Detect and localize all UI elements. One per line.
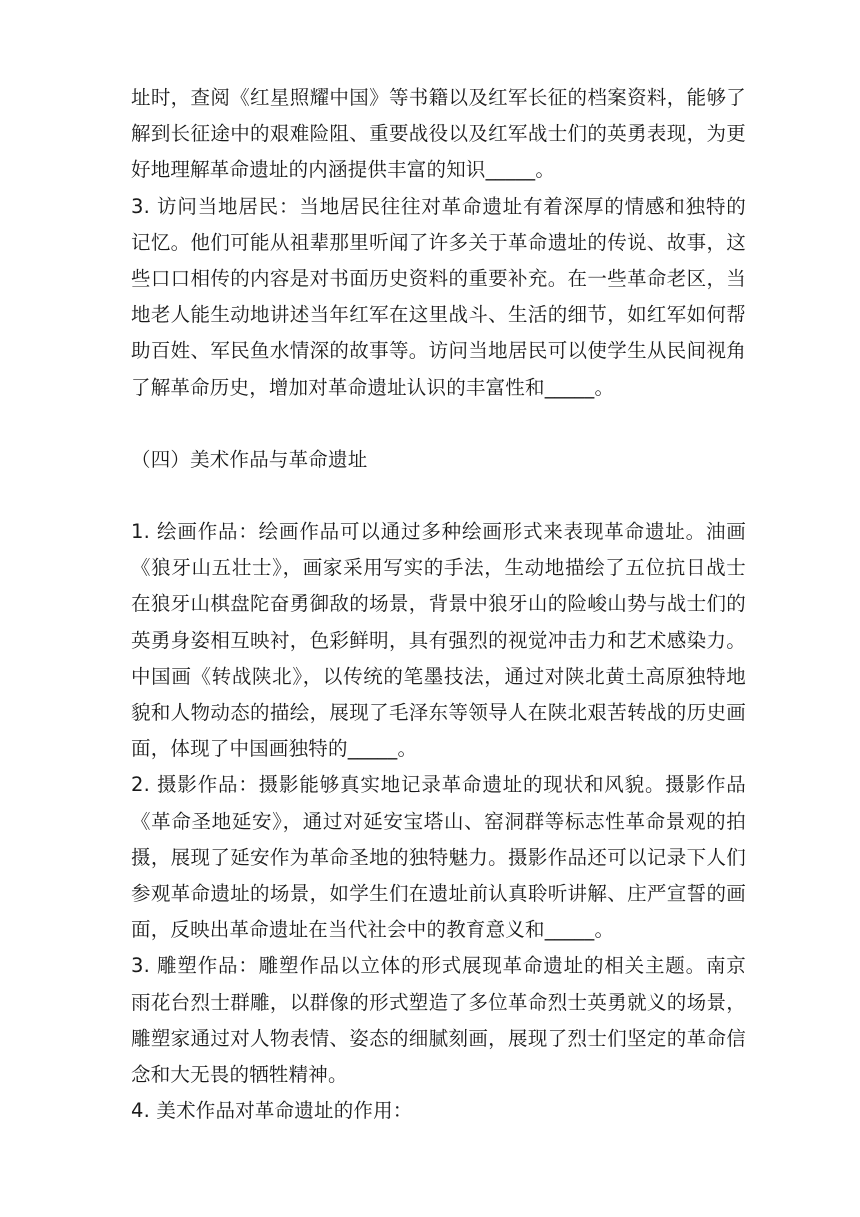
- paragraph-art-role: 4. 美术作品对革命遗址的作用：: [131, 1099, 413, 1123]
- paragraph-photography-works: 2. 摄影作品：摄影能够真实地记录革命遗址的现状和风貌。摄影作品《革命圣地延安》，通过对延安宝塔山、窑洞群等标志性革命景观的拍摄，展现了延安作为革命圣地的独特魅力。摄影作品还可以记录下人们参观革命遗址的场景，如学生们在遗址前认真聆听讲解、庄严宣誓的画面，反映出革命遗址在当代社会中的教育意义和_____。: [131, 773, 746, 942]
- section-heading-art-works: （四）美术作品与革命遗址: [131, 447, 368, 471]
- paragraph-sculpture-works: 3. 雕塑作品：雕塑作品以立体的形式展现革命遗址的相关主题。南京雨花台烈士群雕，以群像的形式塑造了多位革命烈士英勇就义的场景，雕塑家通过对人物表情、姿态的细腻刻画，展现了烈士们坚定的革命信念和大无畏的牺牲精神。: [131, 954, 746, 1087]
- paragraph-visit-local-residents: 3. 访问当地居民：当地居民往往对革命遗址有着深厚的情感和独特的记忆。他们可能从祖辈那里听闻了许多关于革命遗址的传说、故事，这些口口相传的内容是对书面历史资料的重要补充。在一些革命老区，当地老人能生动地讲述当年红军在这里战斗、生活的细节，如红军如何帮助百姓、军民鱼水情深的故事等。访问当地居民可以使学生从民间视角了解革命历史，增加对革命遗址认识的丰富性和_____。: [131, 194, 746, 399]
- paragraph-archive-research: 址时，查阅《红星照耀中国》等书籍以及红军长征的档案资料，能够了解到长征途中的艰难险阻、重要战役以及红军战士们的英勇表现，为更好地理解革命遗址的内涵提供丰富的知识_____。: [131, 86, 746, 182]
- document-body: [131, 80, 746, 1129]
- paragraph-painting-works: 1. 绘画作品：绘画作品可以通过多种绘画形式来表现革命遗址。油画《狼牙山五壮士》，画家采用写实的手法，生动地描绘了五位抗日战士在狼牙山棋盘陀奋勇御敌的场景，背景中狼牙山的险峻山势与战士们的英勇身姿相互映衬，色彩鲜明，具有强烈的视觉冲击力和艺术感染力。中国画《转战陕北》，以传统的笔墨技法，通过对陕北黄土高原独特地貌和人物动态的描绘，展现了毛泽东等领导人在陕北艰苦转战的历史画面，体现了中国画独特的_____。: [131, 520, 746, 761]
